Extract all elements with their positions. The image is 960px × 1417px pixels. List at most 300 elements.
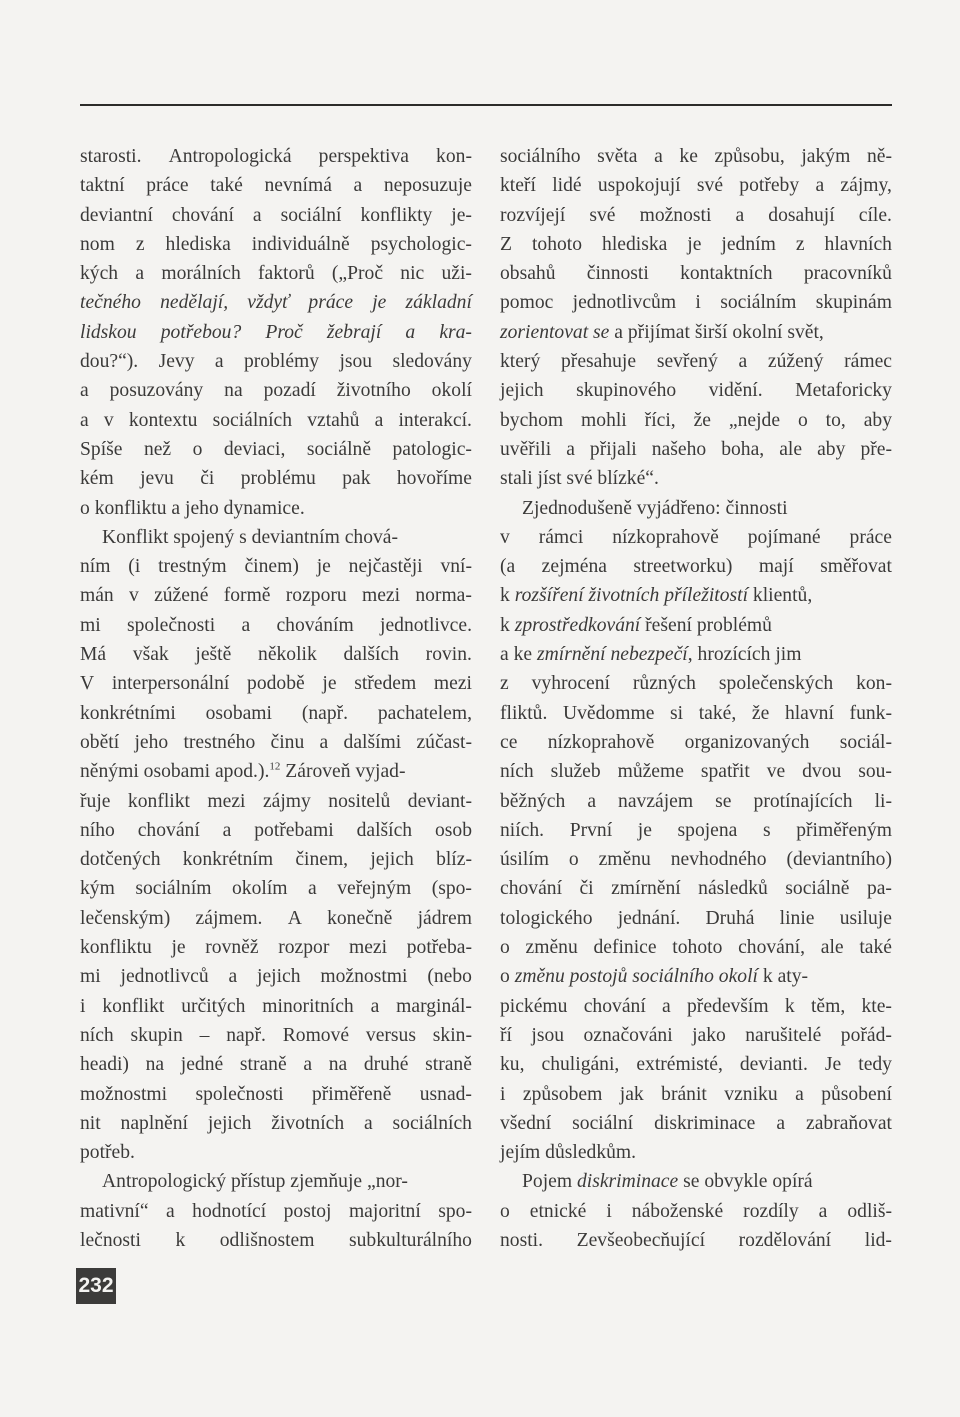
word: činem) bbox=[244, 556, 299, 578]
word: posuzovány bbox=[109, 380, 204, 402]
word: streetworku) bbox=[633, 556, 733, 578]
word: mán bbox=[80, 585, 114, 607]
word: náboženské bbox=[631, 1200, 724, 1222]
word: tohoto bbox=[531, 233, 583, 255]
word: našeho bbox=[651, 438, 707, 460]
text-line bbox=[80, 142, 472, 171]
word: kte- bbox=[861, 995, 892, 1017]
word: jejich bbox=[370, 849, 414, 871]
word: a bbox=[308, 878, 317, 900]
word: a bbox=[735, 204, 745, 226]
word: konflikty bbox=[360, 204, 433, 226]
word: nejčastěji bbox=[348, 556, 423, 578]
word: i bbox=[80, 995, 86, 1017]
text-line bbox=[80, 230, 472, 259]
word: Je bbox=[824, 1054, 842, 1076]
text-line bbox=[80, 1021, 472, 1050]
word: osobami bbox=[205, 702, 272, 724]
word: (spo- bbox=[431, 878, 472, 900]
word: rozdělování bbox=[738, 1229, 832, 1251]
word: konkrétním bbox=[182, 849, 274, 871]
word: jevu bbox=[140, 468, 174, 490]
word: a bbox=[363, 1112, 373, 1134]
word: pojímané bbox=[747, 526, 821, 548]
word: naplnění bbox=[120, 1112, 188, 1134]
word: Romové bbox=[282, 1024, 350, 1046]
word: v bbox=[500, 526, 510, 548]
word: Proč bbox=[265, 321, 303, 343]
text-line bbox=[500, 523, 892, 552]
word: své bbox=[696, 175, 724, 197]
word: jak bbox=[619, 1083, 644, 1105]
text-line: Zjednodušeně vyjádřeno: činnosti bbox=[522, 497, 788, 519]
word: fliktů. bbox=[500, 702, 548, 724]
word: a bbox=[80, 380, 89, 402]
word: však bbox=[132, 644, 169, 666]
word: jsou bbox=[339, 351, 373, 373]
word: kon- bbox=[436, 146, 472, 167]
word: (a bbox=[500, 556, 516, 578]
word: Antropologická bbox=[168, 146, 292, 167]
word: z bbox=[500, 673, 509, 695]
word: lidskou bbox=[80, 321, 137, 343]
word: základní bbox=[405, 292, 472, 314]
word: neposuzuje bbox=[383, 175, 472, 197]
word: pickému bbox=[500, 995, 568, 1017]
word: interakcí. bbox=[398, 409, 472, 431]
word: (i bbox=[128, 556, 141, 578]
word: a bbox=[654, 146, 663, 167]
text-line bbox=[500, 347, 892, 376]
word: psychologic- bbox=[370, 233, 472, 255]
word: funk- bbox=[849, 702, 892, 724]
word: linie bbox=[779, 907, 815, 929]
word: o bbox=[797, 409, 808, 431]
word: ním bbox=[80, 556, 111, 578]
word: to, bbox=[825, 409, 846, 431]
word: li- bbox=[874, 790, 892, 812]
word: druhé bbox=[363, 1054, 409, 1076]
text-line bbox=[500, 142, 892, 171]
text-line bbox=[80, 845, 472, 874]
text-line bbox=[80, 171, 472, 200]
word: První bbox=[569, 819, 613, 841]
word: a bbox=[818, 1200, 828, 1222]
word: boha, bbox=[721, 438, 765, 460]
word: problému bbox=[240, 468, 316, 490]
word: si bbox=[670, 702, 684, 724]
word: norma- bbox=[415, 585, 472, 607]
word: ně- bbox=[866, 146, 892, 167]
text-line bbox=[500, 845, 892, 874]
word: světa bbox=[597, 146, 638, 167]
word: tologického bbox=[500, 907, 593, 929]
text-line: potřeb. bbox=[80, 1142, 135, 1164]
word: zabraňovat bbox=[806, 1112, 892, 1134]
text-line bbox=[500, 1226, 892, 1255]
word: a bbox=[222, 819, 232, 841]
text-line bbox=[80, 874, 472, 903]
word: individuálně bbox=[251, 233, 350, 255]
word: změnu bbox=[525, 937, 578, 959]
word: lidé bbox=[552, 175, 582, 197]
word: trestným bbox=[158, 556, 227, 578]
word: etnické bbox=[529, 1200, 587, 1222]
word: potřeba- bbox=[406, 937, 472, 959]
word: potřeby bbox=[739, 175, 800, 197]
word: obětí bbox=[80, 731, 120, 753]
word: zúžené bbox=[154, 585, 209, 607]
word: nom bbox=[80, 233, 115, 255]
word: nosti. bbox=[500, 1229, 544, 1251]
word: ří bbox=[500, 1024, 512, 1046]
word: definice bbox=[593, 937, 657, 959]
word: vztahů bbox=[307, 409, 360, 431]
word: jedné bbox=[180, 1054, 224, 1076]
word: dosahují bbox=[768, 204, 835, 226]
word: patologic- bbox=[392, 438, 472, 460]
word: pa- bbox=[866, 878, 892, 900]
word: ních bbox=[500, 761, 534, 783]
word: devianti. bbox=[739, 1054, 808, 1076]
word: usnad- bbox=[419, 1083, 472, 1105]
word: lečenským) bbox=[80, 907, 171, 929]
text-line bbox=[500, 230, 892, 259]
word: všední bbox=[500, 1112, 552, 1134]
word: je bbox=[322, 673, 337, 695]
word: a bbox=[738, 351, 748, 373]
word: změnu bbox=[598, 849, 651, 871]
word: jakým bbox=[801, 146, 851, 167]
word: je bbox=[171, 937, 186, 959]
word: perspektiva bbox=[318, 146, 409, 167]
word: ke bbox=[679, 146, 698, 167]
word: lid- bbox=[864, 1229, 892, 1251]
word: dalších bbox=[343, 644, 399, 666]
text-line: Pojem diskriminace se obvykle opírá bbox=[522, 1171, 813, 1193]
text-line bbox=[500, 669, 892, 698]
text-line bbox=[500, 288, 892, 317]
word: o bbox=[500, 1200, 510, 1222]
word: nit bbox=[80, 1112, 101, 1134]
word: přiměřeně bbox=[311, 1083, 392, 1105]
word: i bbox=[500, 1083, 506, 1105]
word: zúčast- bbox=[416, 731, 472, 753]
word: subkulturálního bbox=[348, 1229, 472, 1251]
text-line bbox=[80, 699, 472, 728]
text-line bbox=[80, 376, 472, 405]
word: přijali bbox=[589, 438, 637, 460]
word: činnosti bbox=[586, 263, 649, 285]
text-line bbox=[500, 992, 892, 1021]
word: morálních bbox=[161, 263, 241, 285]
text-line: zorientovat se a přijímat širší okolní svět, bbox=[500, 321, 824, 343]
word: své bbox=[589, 204, 616, 226]
text-line bbox=[500, 201, 892, 230]
word: taktní bbox=[80, 175, 125, 197]
text-line: a ke zmírnění nebezpečí, hrozících jim bbox=[500, 644, 802, 666]
text-line bbox=[80, 406, 472, 435]
word: (např. bbox=[301, 702, 349, 724]
word: konkrétními bbox=[80, 702, 176, 724]
word: organizovaných bbox=[684, 731, 810, 753]
word: narušitelé bbox=[745, 1024, 822, 1046]
word: mají bbox=[758, 556, 794, 578]
word: kontaktních bbox=[680, 263, 773, 285]
word: i bbox=[606, 1200, 612, 1222]
word: sociálním bbox=[720, 292, 797, 314]
word: extrémisté, bbox=[636, 1054, 723, 1076]
word: trestného bbox=[183, 731, 256, 753]
word: práce bbox=[146, 175, 189, 197]
word: odlišnostem bbox=[219, 1229, 315, 1251]
word: a bbox=[374, 409, 384, 431]
text-line: k rozšíření životních příležitostí klientů, bbox=[500, 585, 813, 607]
word: o bbox=[500, 937, 510, 959]
word: Jevy bbox=[158, 351, 195, 373]
word: (nebo bbox=[427, 966, 472, 988]
word: pracovníků bbox=[803, 263, 892, 285]
word: chování, bbox=[738, 937, 806, 959]
word: možnostmi bbox=[80, 1083, 168, 1105]
text-line: o konfliktu a jeho dynamice. bbox=[80, 497, 305, 519]
text-line bbox=[500, 699, 892, 728]
text-line bbox=[80, 962, 472, 991]
text-line bbox=[80, 288, 472, 317]
word: nevhodného bbox=[670, 849, 767, 871]
word: tečného bbox=[80, 292, 141, 314]
word: tedy bbox=[858, 1054, 892, 1076]
word: určitých bbox=[181, 995, 246, 1017]
word: nedělají, bbox=[160, 292, 229, 314]
word: osob bbox=[434, 819, 472, 841]
word: sociálně bbox=[306, 438, 372, 460]
word: hodnotící bbox=[192, 1200, 267, 1222]
text-line bbox=[500, 376, 892, 405]
footnote-marker: 12 bbox=[269, 760, 281, 773]
word: než bbox=[143, 438, 172, 460]
word: aby bbox=[863, 409, 892, 431]
text-line bbox=[500, 1109, 892, 1138]
word: sledovány bbox=[392, 351, 472, 373]
word: a bbox=[405, 321, 416, 343]
word: zúžený bbox=[767, 351, 824, 373]
word: mativní“ bbox=[80, 1200, 149, 1222]
word: diskriminace bbox=[654, 1112, 756, 1134]
word: práce bbox=[849, 526, 892, 548]
word: mi bbox=[80, 966, 101, 988]
text-line bbox=[80, 435, 472, 464]
word: i bbox=[695, 292, 701, 314]
word: spojena bbox=[677, 819, 738, 841]
text-line bbox=[500, 816, 892, 845]
word: Uvědomme bbox=[562, 702, 655, 724]
word: sociálních bbox=[392, 1112, 472, 1134]
word: dalších bbox=[356, 819, 413, 841]
word: přiměřeným bbox=[796, 819, 892, 841]
word: skin- bbox=[432, 1024, 472, 1046]
word: hlavní bbox=[784, 702, 834, 724]
word: a bbox=[166, 1200, 175, 1222]
word: protínajících bbox=[753, 790, 853, 812]
word: Má bbox=[80, 644, 107, 666]
header-rule bbox=[80, 104, 892, 106]
word: chování bbox=[500, 878, 563, 900]
word: sociálních bbox=[212, 409, 293, 431]
word: sou- bbox=[858, 761, 892, 783]
word: hlediska bbox=[165, 233, 231, 255]
word: skupinového bbox=[576, 380, 677, 402]
word: kontextu bbox=[128, 409, 198, 431]
word: potřebou? bbox=[160, 321, 242, 343]
word: také bbox=[210, 175, 243, 197]
word: a bbox=[241, 614, 251, 636]
word: okolí bbox=[431, 380, 472, 402]
word: pořád- bbox=[840, 1024, 892, 1046]
word: straně bbox=[425, 1054, 472, 1076]
text-line bbox=[500, 435, 892, 464]
word: hovoříme bbox=[396, 468, 472, 490]
word: že bbox=[693, 409, 711, 431]
word: chování bbox=[137, 819, 200, 841]
word: skupinám bbox=[815, 292, 892, 314]
word: majoritní bbox=[348, 1200, 421, 1222]
word: k bbox=[784, 995, 795, 1017]
word: sociálního bbox=[500, 146, 581, 167]
word: konfliktu bbox=[80, 937, 152, 959]
word: versus bbox=[365, 1024, 416, 1046]
text-line bbox=[80, 611, 472, 640]
word: činem, bbox=[295, 849, 349, 871]
word: chováním bbox=[276, 614, 354, 636]
word: dvou bbox=[802, 761, 842, 783]
word: skupin bbox=[130, 1024, 183, 1046]
word: a bbox=[252, 204, 262, 226]
text-line bbox=[500, 874, 892, 903]
word: a bbox=[214, 351, 224, 373]
word: zmírnění bbox=[611, 878, 681, 900]
word: rámci bbox=[538, 526, 584, 548]
word: vyhrocení bbox=[531, 673, 610, 695]
word: v bbox=[103, 409, 114, 431]
text-line bbox=[80, 640, 472, 669]
word: že bbox=[751, 702, 770, 724]
word: kém bbox=[80, 468, 114, 490]
word: možnostmi bbox=[320, 966, 408, 988]
word: uspokojují bbox=[597, 175, 681, 197]
word: chování bbox=[171, 204, 234, 226]
word: Zevšeobecňující bbox=[576, 1229, 706, 1251]
word: mezi bbox=[433, 673, 472, 695]
word: potřebami bbox=[254, 819, 334, 841]
text-line bbox=[80, 1080, 472, 1109]
word: a bbox=[228, 966, 238, 988]
word: nositelů bbox=[328, 790, 391, 812]
word: způsobu, bbox=[714, 146, 785, 167]
word: činu bbox=[270, 731, 305, 753]
word: uvěřili bbox=[500, 438, 552, 460]
word: a bbox=[80, 409, 89, 431]
word: Metaforicky bbox=[795, 380, 892, 402]
text-line bbox=[500, 728, 892, 757]
word: konflikt bbox=[127, 790, 190, 812]
text-line: Antropologický přístup zjemňuje „nor- bbox=[102, 1171, 408, 1193]
word: zájmy, bbox=[840, 175, 892, 197]
word: jedním bbox=[721, 233, 776, 255]
word: usiluje bbox=[839, 907, 892, 929]
word: životního bbox=[336, 380, 411, 402]
word: můžeme bbox=[617, 761, 684, 783]
text-line: k zprostředkování řešení problémů bbox=[500, 614, 772, 636]
word: kon- bbox=[856, 673, 892, 695]
word: na bbox=[224, 380, 243, 402]
word: bychom bbox=[500, 409, 564, 431]
word: rozdíly bbox=[743, 1200, 799, 1222]
word: a bbox=[587, 790, 597, 812]
word: rámec bbox=[844, 351, 892, 373]
word: na bbox=[145, 1054, 165, 1076]
word: přesahuje bbox=[561, 351, 637, 373]
text-line bbox=[500, 787, 892, 816]
text-line: o změnu postojů sociálního okolí k aty- bbox=[500, 966, 809, 988]
word: sociální bbox=[572, 1112, 634, 1134]
word: mezi bbox=[207, 790, 246, 812]
word: a bbox=[776, 1112, 786, 1134]
word: a bbox=[319, 731, 329, 753]
word: úsilím bbox=[500, 849, 549, 871]
word: rozpor bbox=[278, 937, 330, 959]
word: vní- bbox=[440, 556, 472, 578]
word: několik bbox=[258, 644, 317, 666]
word: způsobem bbox=[522, 1083, 603, 1105]
word: Druhá bbox=[705, 907, 755, 929]
word: nízkoprahově bbox=[612, 526, 719, 548]
text-line bbox=[500, 1197, 892, 1226]
word: konečně bbox=[327, 907, 393, 929]
word: rovněž bbox=[205, 937, 259, 959]
word: (deviantního) bbox=[786, 849, 892, 871]
word: běžných bbox=[500, 790, 566, 812]
word: jsou bbox=[531, 1024, 565, 1046]
word: a bbox=[662, 995, 671, 1017]
word: formě bbox=[223, 585, 271, 607]
word: spo- bbox=[438, 1200, 472, 1222]
word: působení bbox=[821, 1083, 892, 1105]
word: z bbox=[135, 233, 145, 255]
word: jeho bbox=[134, 731, 169, 753]
word: pachatelem, bbox=[377, 702, 472, 724]
word: chování bbox=[583, 995, 646, 1017]
text-line bbox=[500, 933, 892, 962]
word: hlavních bbox=[824, 233, 892, 255]
word: nic bbox=[400, 263, 425, 285]
word: těm, bbox=[810, 995, 846, 1017]
word: problémy bbox=[243, 351, 320, 373]
word: dalšími bbox=[343, 731, 402, 753]
word: obsahů bbox=[500, 263, 556, 285]
word: je bbox=[316, 556, 331, 578]
word: mezi bbox=[361, 585, 401, 607]
word: který bbox=[500, 351, 541, 373]
word: na bbox=[328, 1054, 348, 1076]
text-line bbox=[500, 1021, 892, 1050]
word: kra- bbox=[439, 321, 472, 343]
word: deviant- bbox=[407, 790, 472, 812]
word: cíle. bbox=[858, 204, 892, 226]
word: interpersonální bbox=[111, 673, 230, 695]
word: a bbox=[135, 263, 145, 285]
word: ještě bbox=[195, 644, 232, 666]
